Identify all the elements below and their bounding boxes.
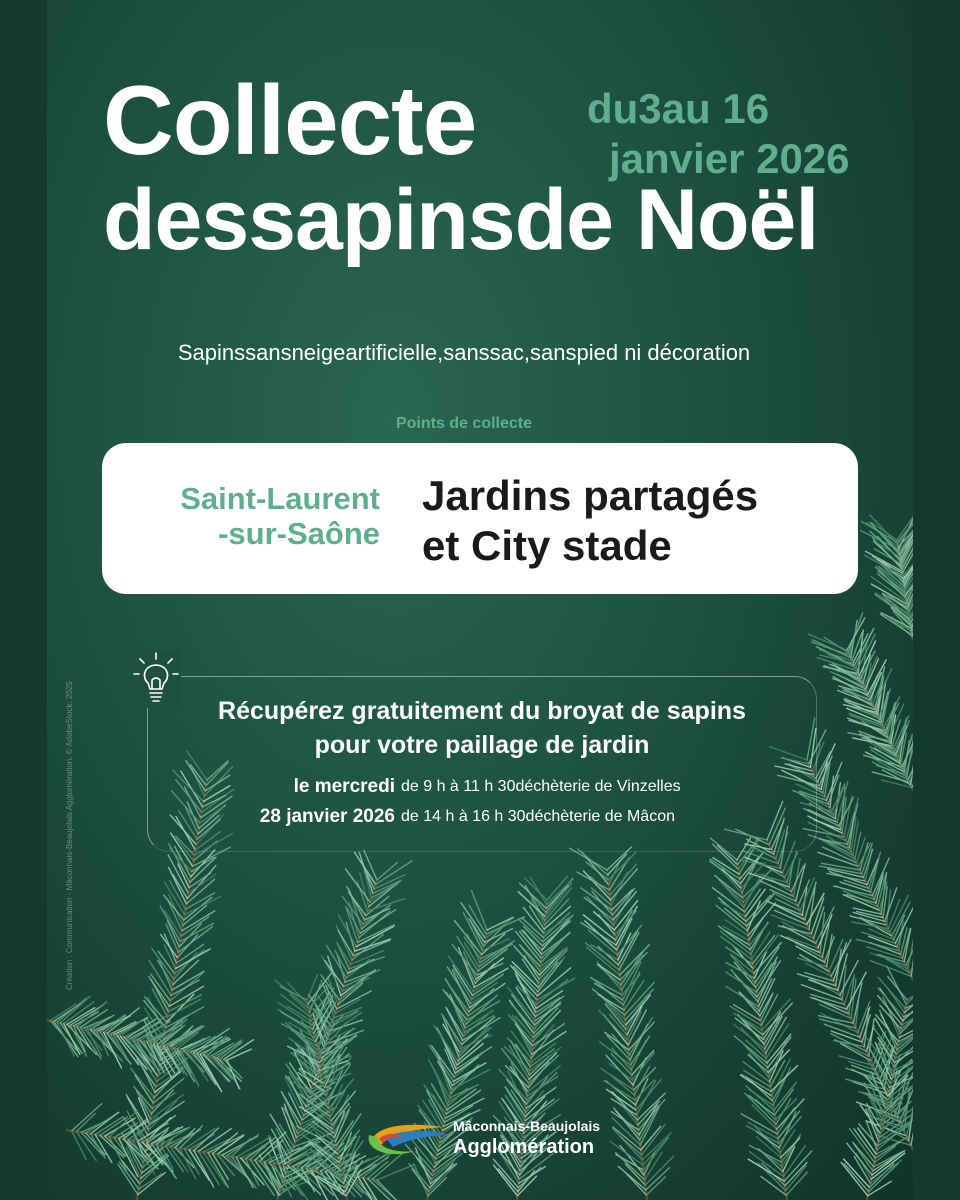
pickup-day-line-1: le mercredi [293,776,395,797]
collection-points-label: Points de collecte [395,415,533,432]
collection-dates [587,84,850,184]
logo-line-2: Agglomération [453,1136,595,1158]
dates-line-2: janvier 2026 [609,135,850,182]
offer-line-1: Récupérez gratuitement du broyat de sapins [218,697,746,725]
place-line-1: Jardins partagés [422,472,759,519]
collection-place [422,471,758,571]
agglomeration-logo-mark [363,1113,453,1163]
pickup-slots [401,772,681,832]
place-line-2: et City stade [422,522,672,569]
title-line-1: Collecte [103,65,477,175]
town-line-2: -sur-Saône [218,516,380,551]
pickup-slot-macon: de 14 h à 16 h 30déchèterie de Mâcon [401,808,675,825]
agglomeration-logo-text [453,1118,600,1159]
town-line-1: Saint-Laurent [180,481,380,516]
offer-line-2: pour votre paillage de jardin [314,731,650,759]
collection-point-card [102,443,858,594]
pickup-day-line-2: 28 janvier 2026 [259,806,395,827]
pickup-slot-vinzelles: de 9 h à 11 h 30déchèterie de Vinzelles [401,778,681,795]
mulch-offer-heading [147,694,817,762]
conditions-subtitle: Sapinssansneigeartificielle,sanssac,sanspied ni décoration [177,340,751,365]
collection-town [102,481,380,551]
title-line-2: dessapinsde Noël [103,172,819,268]
right-margin-band [913,0,960,1200]
pickup-day [227,772,395,832]
logo-line-1: Mâconnais-Beaujolais [453,1118,601,1134]
left-margin-band [0,0,47,1200]
image-credit: Création : Communication - Mâconnais-Beaujolais Agglomération, © AdobeStock, 2025 [65,681,74,990]
dates-line-1: du3au 16 [587,85,770,132]
poster [47,0,913,1200]
